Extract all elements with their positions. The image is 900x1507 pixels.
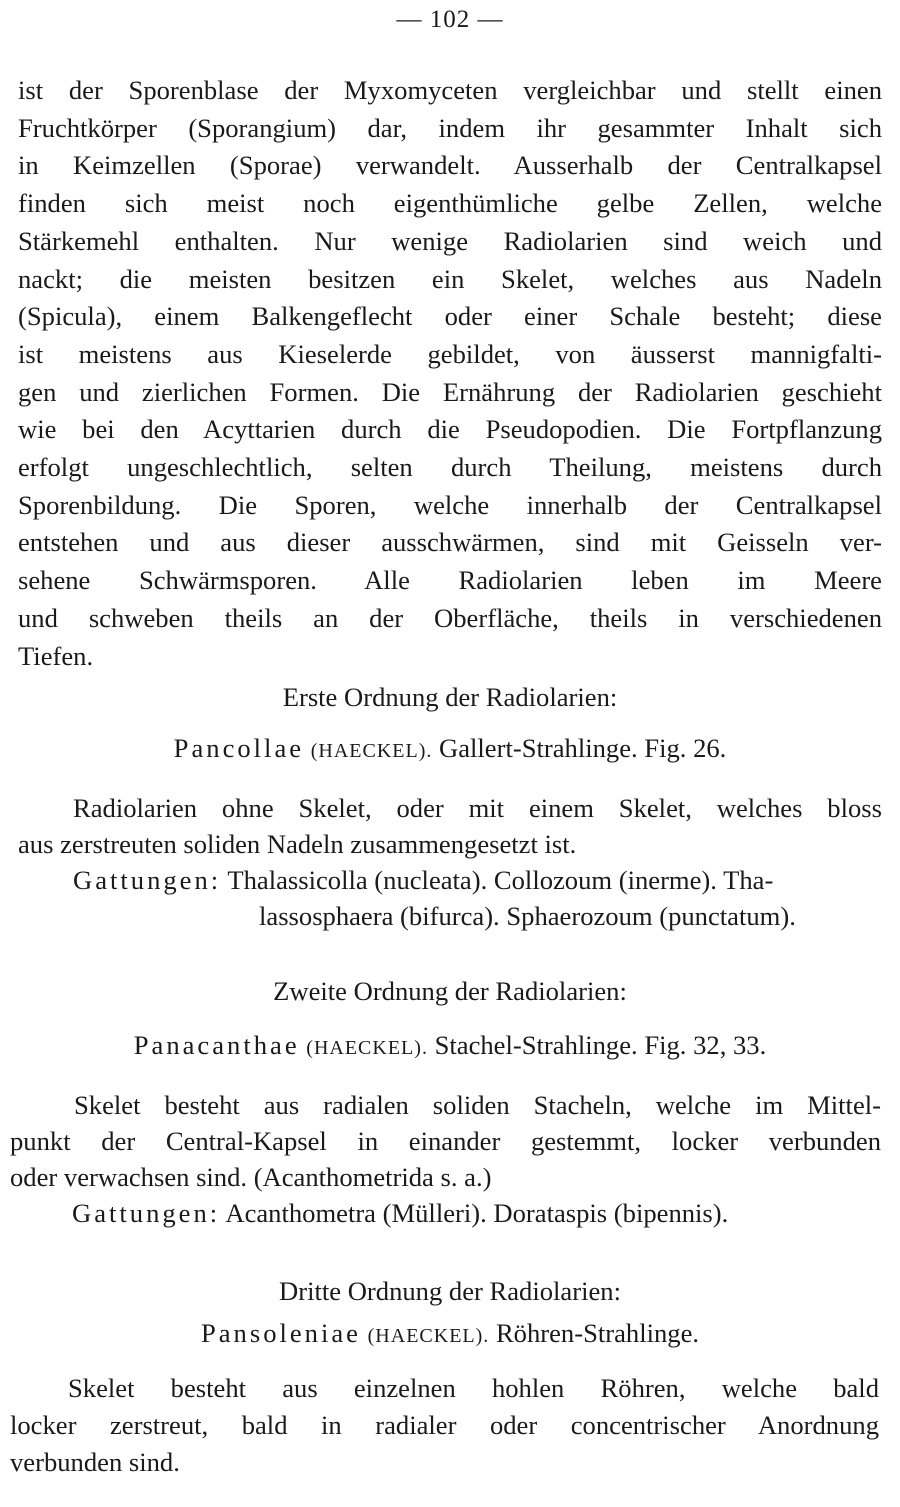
order1-author: (HAECKEL). bbox=[310, 740, 433, 762]
intro-line-7: (Spicula), einem Balkengeflecht oder einer Schale besteht; diese bbox=[18, 301, 882, 332]
order2-genera-line-1: Acanthometra (Mülleri). Dorataspis (bipennis). bbox=[225, 1198, 729, 1228]
order2-desc-line-3: oder verwachsen sind. (Acanthometrida s. a.) bbox=[10, 1162, 492, 1192]
page-number: — 102 — bbox=[396, 6, 504, 33]
order1-genera bbox=[73, 862, 881, 934]
order3-name: Pansoleniae bbox=[200, 1318, 361, 1348]
order3-desc-line-1: Skelet besteht aus einzelnen hohlen Röhren, welche bald bbox=[68, 1373, 879, 1403]
order1-desc-line-1: Radiolarien ohne Skelet, oder mit einem Skelet, welches bloss bbox=[73, 793, 882, 823]
order2-desc-line-2: punkt der Central-Kapsel in einander gestemmt, locker verbunden bbox=[10, 1126, 881, 1156]
order1-genera-label: Gattungen: bbox=[73, 865, 222, 895]
order2-author: (HAECKEL). bbox=[306, 1037, 428, 1059]
order3-author: (HAECKEL). bbox=[367, 1325, 490, 1347]
intro-line-10: wie bei den Acyttarien durch die Pseudopodien. Die Fortpflanzung bbox=[18, 414, 882, 445]
order2-common-name: Stachel-Strahlinge. Fig. 32, 33. bbox=[434, 1030, 767, 1060]
intro-line-6: nackt; die meisten besitzen ein Skelet, welches aus Nadeln bbox=[18, 263, 882, 294]
intro-line-9: gen und zierlichen Formen. Die Ernährung der Radiolarien geschieht bbox=[18, 376, 882, 407]
order2-name: Panacanthae bbox=[133, 1030, 300, 1060]
order2-desc-line-1: Skelet besteht aus radialen soliden Stacheln, welche im Mittel- bbox=[74, 1090, 881, 1120]
order1-genera-line-2: lassosphaera (bifurca). Sphaerozoum (punctatum). bbox=[259, 901, 796, 931]
order1-common-name: Gallert-Strahlinge. Fig. 26. bbox=[439, 733, 727, 763]
order1-name: Pancollae bbox=[173, 733, 305, 763]
intro-line-14: sehene Schwärmsporen. Alle Radiolarien leben im Meere bbox=[18, 565, 882, 596]
order1-description bbox=[18, 790, 882, 862]
order3-desc-line-3: verbunden sind. bbox=[10, 1447, 180, 1477]
order3-title-line bbox=[0, 1318, 900, 1349]
intro-line-2: Fruchtkörper (Sporangium) dar, indem ihr gesammter Inhalt sich bbox=[18, 112, 882, 143]
intro-line-1: ist der Sporenblase der Myxomyceten vergleichbar und stellt einen bbox=[18, 75, 882, 105]
intro-line-12: Sporenbildung. Die Sporen, welche innerhalb der Centralkapsel bbox=[18, 489, 882, 520]
intro-line-16: Tiefen. bbox=[18, 640, 94, 671]
order1-heading: Erste Ordnung der Radiolarien: bbox=[282, 682, 618, 712]
intro-paragraph bbox=[18, 72, 882, 675]
order2-heading: Zweite Ordnung der Radiolarien: bbox=[273, 976, 627, 1006]
order3-heading: Dritte Ordnung der Radiolarien: bbox=[279, 1276, 621, 1306]
order3-description bbox=[10, 1370, 879, 1481]
intro-line-3: in Keimzellen (Sporae) verwandelt. Ausserhalb der Centralkapsel bbox=[18, 150, 882, 181]
order2-genera-label: Gattungen: bbox=[72, 1198, 221, 1228]
order1-genera-line-1: Thalassicolla (nucleata). Collozoum (inerme). Tha- bbox=[227, 865, 774, 895]
intro-line-11: erfolgt ungeschlechtlich, selten durch Theilung, meistens durch bbox=[18, 452, 882, 483]
intro-line-8: ist meistens aus Kieselerde gebildet, von äusserst mannigfalti- bbox=[18, 338, 882, 369]
order2-genera bbox=[72, 1195, 880, 1231]
order1-desc-line-2: aus zerstreuten soliden Nadeln zusammengesetzt ist. bbox=[18, 829, 577, 859]
intro-line-15: und schweben theils an der Oberfläche, theils in verschiedenen bbox=[18, 602, 882, 633]
order2-title-line bbox=[0, 1030, 900, 1061]
order3-common-name: Röhren-Strahlinge. bbox=[495, 1318, 700, 1348]
intro-line-4: finden sich meist noch eigenthümliche gelbe Zellen, welche bbox=[18, 188, 882, 219]
intro-line-13: entstehen und aus dieser ausschwärmen, sind mit Geisseln ver- bbox=[18, 527, 882, 558]
intro-line-5: Stärkemehl enthalten. Nur wenige Radiolarien sind weich und bbox=[18, 225, 882, 256]
order2-description bbox=[10, 1087, 881, 1195]
order3-desc-line-2: locker zerstreut, bald in radialer oder concentrischer Anordnung bbox=[10, 1410, 879, 1440]
order1-title-line bbox=[0, 733, 900, 764]
